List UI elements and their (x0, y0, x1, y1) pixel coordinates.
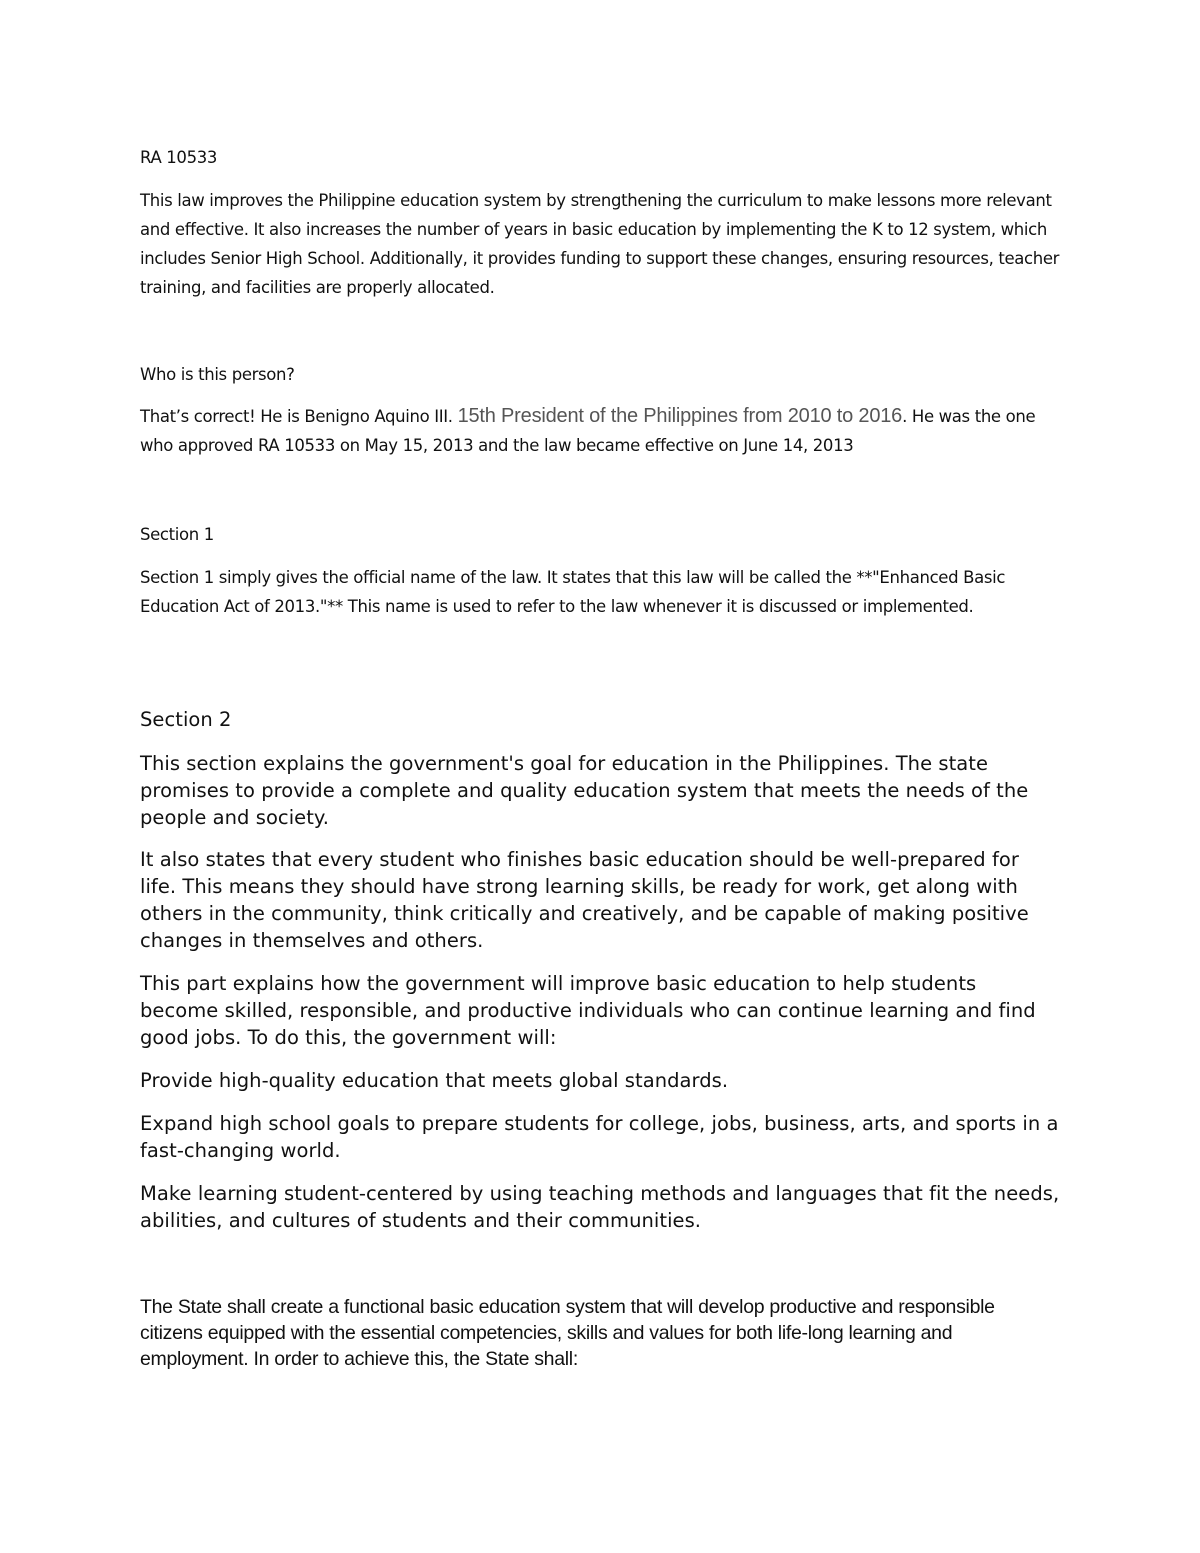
president-highlight: 15th President of the Philippines from 2010 to 2016 (457, 405, 903, 427)
answer-paragraph (140, 402, 1060, 460)
section-2-paragraph: This section explains the government's goal for education in the Philippines. The state promises to provide a complete and quality education system that meets the needs of the people and society. (140, 752, 1029, 829)
section-2-paragraph: Expand high school goals to prepare students for college, jobs, business, arts, and sports in a fast-changing world. (140, 1112, 1059, 1162)
section-2-paragraph: This part explains how the government will improve basic education to help students become skilled, responsible, and productive individuals who can continue learning and find good jobs. To do this, the government will: (140, 972, 1036, 1049)
section-1-heading: Section 1 (140, 525, 214, 544)
section-2-paragraph: It also states that every student who finishes basic education should be well-prepared for life. This means they should have strong learning skills, be ready for work, get along with others in the community, think critically and creatively, and be capable of making positive changes in themselves and others. (140, 848, 1029, 952)
section-2-paragraph: Make learning student-centered by using teaching methods and languages that fit the needs, abilities, and cultures of students and their communities. (140, 1182, 1060, 1232)
section-1-body: Section 1 simply gives the official name of the law. It states that this law will be called the **"Enhanced Basic Education Act of 2013."** This name is used to refer to the law whenever it is discussed or implemented. (140, 568, 1006, 616)
closing-paragraph: The State shall create a functional basic education system that will develop productive and responsible citizens equipped with the essential competencies, skills and values for both life-long learning and employment. In order to achieve this, the State shall: (140, 1296, 995, 1370)
section-2-paragraph: Provide high-quality education that meets global standards. (140, 1069, 729, 1092)
answer-tail-text: . He was the one who approved RA 10533 on May 15, 2013 and the law became effective on June 14, 2013 (140, 407, 1036, 455)
question-line: Who is this person? (140, 365, 295, 384)
answer-lead-text: That’s correct! He is Benigno Aquino III. (140, 407, 453, 426)
document-title: RA 10533 (140, 148, 218, 167)
intro-paragraph: This law improves the Philippine education system by strengthening the curriculum to make lessons more relevant and effective. It also increases the number of years in basic education by implementing the K to 12 system, which includes Senior High School. Additionally, it provides funding to support these changes, ensuring resources, teacher training, and facilities are properly allocated. (140, 191, 1060, 297)
section-2-heading: Section 2 (140, 708, 232, 731)
